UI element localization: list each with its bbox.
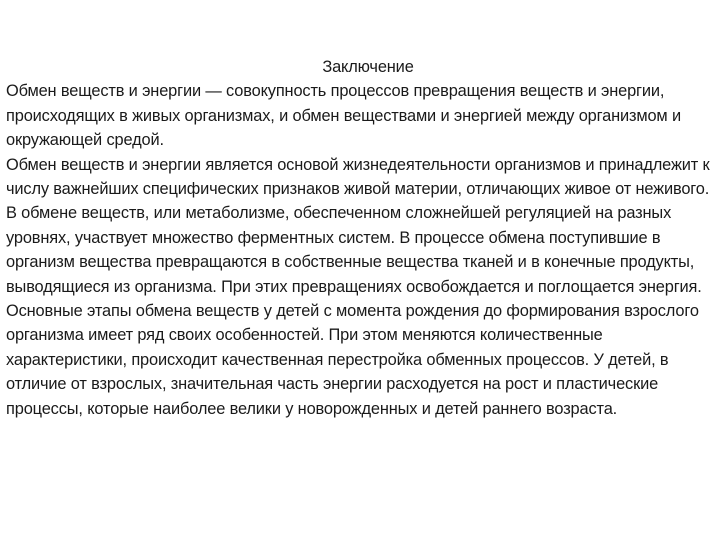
slide-title: Заключение xyxy=(322,58,414,76)
paragraph-children: Основные этапы обмена веществ у детей с момента рождения до формирования взрослого организма имеет ряд своих особенностей. При этом меняются количественные характеристики, происходит качественная перестройка обменных процессов. У детей, в отличие от взрослых, значительная часть энергии расходуется на рост и пластические процессы, которые наиболее велики у новорожденных и детей раннего возраста. xyxy=(6,302,699,418)
slide-content xyxy=(6,55,716,421)
paragraph-metabolism: Обмен веществ и энергии является основой жизнедеятельности организмов и принадлежит к числу важнейших специфических признаков живой материи, отличающих живое от неживого. В обмене веществ, или метаболизме, обеспеченном сложнейшей регуляцией на разных уровнях, участвует множество ферментных систем. В процессе обмена поступившие в организм вещества превращаются в собственные вещества тканей и в конечные продукты, выводящиеся из организма. При этих превращениях освобождается и поглощается энергия. xyxy=(6,155,710,296)
paragraph-definition: Обмен веществ и энергии — совокупность процессов превращения веществ и энергии, происходящих в живых организмах, и обмен веществами и энергией между организмом и окружающей средой. xyxy=(6,82,681,150)
